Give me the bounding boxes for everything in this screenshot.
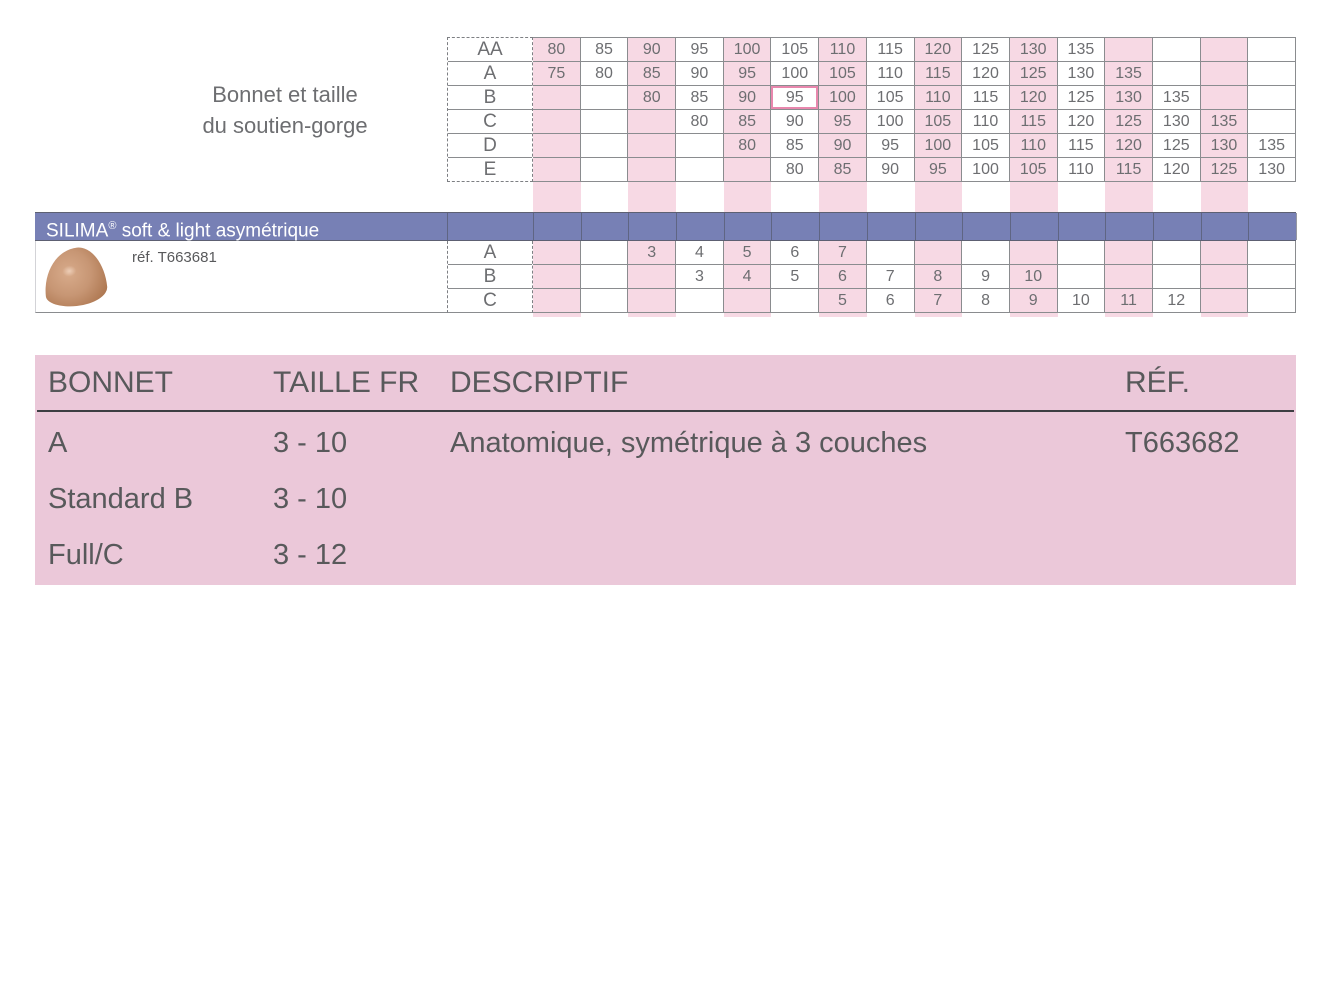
size-cell: 100	[867, 110, 915, 134]
brand-name: SILIMA	[46, 220, 109, 242]
size-cell: 12	[1153, 289, 1201, 313]
size-chart-label	[140, 79, 430, 141]
size-cell	[581, 110, 629, 134]
size-cell: 80	[581, 62, 629, 86]
bonnet-cell: A	[48, 427, 68, 459]
cup-label: A	[448, 241, 532, 265]
size-cell	[724, 289, 772, 313]
size-cell	[962, 241, 1010, 265]
size-cell: 6	[819, 265, 867, 289]
size-cell: 100	[962, 158, 1010, 182]
cup-label: D	[448, 134, 532, 158]
size-cell: 125	[962, 38, 1010, 62]
size-cell: 130	[1058, 62, 1106, 86]
size-cell	[1248, 110, 1296, 134]
size-cell	[628, 134, 676, 158]
title-bar-gridline	[447, 213, 448, 240]
size-cell: 120	[962, 62, 1010, 86]
size-cell: 135	[1201, 110, 1249, 134]
size-cell	[581, 265, 629, 289]
column-header: RÉF.	[1125, 366, 1191, 399]
size-cell: 135	[1105, 62, 1153, 86]
size-cell: 8	[915, 265, 963, 289]
column-header: DESCRIPTIF	[450, 366, 629, 399]
size-cell	[676, 289, 724, 313]
title-bar-gridline	[1201, 213, 1202, 240]
size-cell	[533, 110, 581, 134]
size-cell: 135	[1058, 38, 1106, 62]
size-cell: 95	[676, 38, 724, 62]
size-cell: 6	[771, 241, 819, 265]
size-chart-label-line2: du soutien-gorge	[202, 113, 368, 138]
size-cell	[1201, 265, 1249, 289]
title-bar-gridline	[1058, 213, 1059, 240]
size-cell: 110	[819, 38, 867, 62]
size-cell: 5	[819, 289, 867, 313]
size-cell: 120	[1010, 86, 1058, 110]
taille-cell: 3 - 10	[273, 427, 348, 459]
size-cell: 95	[867, 134, 915, 158]
product-title	[46, 213, 319, 244]
size-cell	[1201, 38, 1249, 62]
cup-label: B	[448, 265, 532, 289]
size-cell: 120	[1105, 134, 1153, 158]
size-cell: 85	[676, 86, 724, 110]
size-cell	[628, 158, 676, 182]
bonnet-cell: Full/C	[48, 539, 124, 571]
size-cell	[581, 134, 629, 158]
size-cell: 3	[676, 265, 724, 289]
size-cell: 105	[819, 62, 867, 86]
size-cell: 7	[819, 241, 867, 265]
size-cell: 9	[962, 265, 1010, 289]
size-cell: 105	[771, 38, 819, 62]
size-cell: 90	[867, 158, 915, 182]
size-cell	[628, 110, 676, 134]
size-cell: 125	[1201, 158, 1249, 182]
size-cell: 125	[1105, 110, 1153, 134]
size-cell	[1248, 265, 1296, 289]
title-bar-gridline	[581, 213, 582, 240]
size-cell: 115	[915, 62, 963, 86]
title-bar-gridline	[1010, 213, 1011, 240]
size-cell: 115	[867, 38, 915, 62]
size-cell: 110	[1058, 158, 1106, 182]
size-cell	[1105, 265, 1153, 289]
size-cell	[533, 265, 581, 289]
size-cell	[1105, 38, 1153, 62]
size-cell	[1248, 86, 1296, 110]
size-cell: 85	[819, 158, 867, 182]
size-cell: 80	[533, 38, 581, 62]
cup-label: AA	[448, 38, 532, 62]
prosthesis-highlight	[61, 265, 76, 277]
size-cell: 8	[962, 289, 1010, 313]
size-cell: 125	[1010, 62, 1058, 86]
size-cell: 135	[1248, 134, 1296, 158]
size-cell: 115	[1105, 158, 1153, 182]
size-cell: 95	[819, 110, 867, 134]
size-cell: 75	[533, 62, 581, 86]
size-cell: 100	[819, 86, 867, 110]
cup-label: C	[483, 290, 497, 311]
cup-letter-column	[447, 37, 533, 182]
size-cell	[1201, 289, 1249, 313]
size-cell: 90	[628, 38, 676, 62]
size-cell: 130	[1201, 134, 1249, 158]
size-cell: 90	[819, 134, 867, 158]
size-cell	[1248, 38, 1296, 62]
product-title-bar	[35, 212, 1296, 241]
bonnet-cell: Standard B	[48, 483, 194, 515]
table-row	[35, 471, 1296, 527]
cup-label: A	[448, 62, 532, 86]
size-cell: 6	[867, 289, 915, 313]
size-cell: 5	[724, 241, 772, 265]
size-cell: 10	[1010, 265, 1058, 289]
title-bar-gridline	[962, 213, 963, 240]
size-cell	[533, 158, 581, 182]
size-cell	[1058, 241, 1106, 265]
size-cell: 100	[771, 62, 819, 86]
size-cell	[1153, 38, 1201, 62]
size-cell: 130	[1010, 38, 1058, 62]
registered-mark: ®	[108, 220, 117, 232]
descriptif-cell: Anatomique, symétrique à 3 couches	[450, 427, 928, 459]
title-bar-gridline	[676, 213, 677, 240]
product-panel	[35, 241, 447, 313]
size-cell: 11	[1105, 289, 1153, 313]
details-table	[35, 355, 1296, 585]
size-cell	[628, 289, 676, 313]
size-cell: 85	[771, 134, 819, 158]
size-cell	[533, 134, 581, 158]
title-bar-gridline	[533, 213, 534, 240]
size-cell: 110	[962, 110, 1010, 134]
ref-cell: T663682	[1125, 427, 1240, 459]
size-cell: 80	[771, 158, 819, 182]
size-cell	[581, 241, 629, 265]
size-cell: 90	[771, 110, 819, 134]
size-cell: 85	[581, 38, 629, 62]
title-bar-gridline	[1153, 213, 1154, 240]
size-cell: 9	[1010, 289, 1058, 313]
size-cell: 4	[676, 241, 724, 265]
size-cell: 105	[867, 86, 915, 110]
size-cell: 90	[676, 62, 724, 86]
size-cell	[676, 134, 724, 158]
size-cell: 100	[724, 38, 772, 62]
product-size-grid	[533, 241, 1296, 313]
prosthesis-image	[41, 245, 109, 309]
table-row	[35, 415, 1296, 471]
taille-cell: 3 - 10	[273, 483, 348, 515]
product-cup-column	[447, 241, 533, 313]
size-cell: 135	[1153, 86, 1201, 110]
size-cell: 4	[724, 265, 772, 289]
size-cell	[1153, 241, 1201, 265]
size-cell	[1153, 62, 1201, 86]
size-cell: 85	[724, 110, 772, 134]
size-cell: 95	[915, 158, 963, 182]
size-cell	[1201, 62, 1249, 86]
size-cell: 95	[724, 62, 772, 86]
size-cell	[915, 241, 963, 265]
size-cell: 90	[724, 86, 772, 110]
size-cell: 105	[962, 134, 1010, 158]
size-cell: 115	[962, 86, 1010, 110]
size-cell: 10	[1058, 289, 1106, 313]
size-cell	[724, 158, 772, 182]
size-cell: 130	[1153, 110, 1201, 134]
size-cell	[581, 158, 629, 182]
size-cell: 7	[867, 265, 915, 289]
size-cell	[533, 86, 581, 110]
title-bar-gridline	[1105, 213, 1106, 240]
size-cell: 120	[915, 38, 963, 62]
column-header: TAILLE FR	[273, 366, 420, 399]
size-cell: 105	[915, 110, 963, 134]
taille-cell: 3 - 12	[273, 539, 348, 571]
size-cell	[676, 158, 724, 182]
size-cell	[581, 86, 629, 110]
title-bar-gridline	[1296, 213, 1297, 240]
size-cell: 5	[771, 265, 819, 289]
title-bar-gridline	[771, 213, 772, 240]
cup-label: E	[483, 159, 497, 180]
size-cell: 110	[867, 62, 915, 86]
size-cell	[533, 241, 581, 265]
size-cell: 80	[724, 134, 772, 158]
size-cell	[628, 265, 676, 289]
cup-label: B	[448, 86, 532, 110]
size-cell: 7	[915, 289, 963, 313]
size-cell: 110	[1010, 134, 1058, 158]
size-cell	[1201, 86, 1249, 110]
title-bar-gridline	[724, 213, 725, 240]
title-bar-gridline	[819, 213, 820, 240]
size-cell: 125	[1153, 134, 1201, 158]
size-cell: 125	[1058, 86, 1106, 110]
size-cell: 130	[1248, 158, 1296, 182]
size-cell	[867, 241, 915, 265]
product-ref: réf. T663681	[132, 249, 217, 266]
title-bar-gridline	[915, 213, 916, 240]
header-underline	[37, 410, 1294, 412]
size-cell: 115	[1010, 110, 1058, 134]
size-chart-label-line1: Bonnet et taille	[212, 82, 358, 107]
size-cell	[581, 289, 629, 313]
column-header: BONNET	[48, 366, 174, 399]
size-cell: 130	[1105, 86, 1153, 110]
size-cell	[771, 289, 819, 313]
table-row	[35, 527, 1296, 583]
size-cell: 100	[915, 134, 963, 158]
size-cell	[1248, 241, 1296, 265]
title-bar-gridline	[628, 213, 629, 240]
size-cell: 120	[1058, 110, 1106, 134]
size-cell	[1105, 241, 1153, 265]
title-bar-gridline	[867, 213, 868, 240]
size-cell	[1010, 241, 1058, 265]
size-cell: 115	[1058, 134, 1106, 158]
band-size-grid	[533, 37, 1296, 182]
cup-label: C	[448, 110, 532, 134]
size-cell: 3	[628, 241, 676, 265]
size-cell: 120	[1153, 158, 1201, 182]
size-cell: 105	[1010, 158, 1058, 182]
size-cell	[1058, 265, 1106, 289]
size-cell	[1153, 265, 1201, 289]
size-cell	[1201, 241, 1249, 265]
size-cell	[1248, 289, 1296, 313]
size-cell: 110	[915, 86, 963, 110]
size-cell: 80	[676, 110, 724, 134]
size-cell: 85	[628, 62, 676, 86]
size-cell: 95	[771, 86, 819, 110]
size-cell: 80	[628, 86, 676, 110]
size-cell	[1248, 62, 1296, 86]
product-subtitle: soft & light asymétrique	[116, 220, 320, 242]
title-bar-gridline	[1248, 213, 1249, 240]
size-cell	[533, 289, 581, 313]
